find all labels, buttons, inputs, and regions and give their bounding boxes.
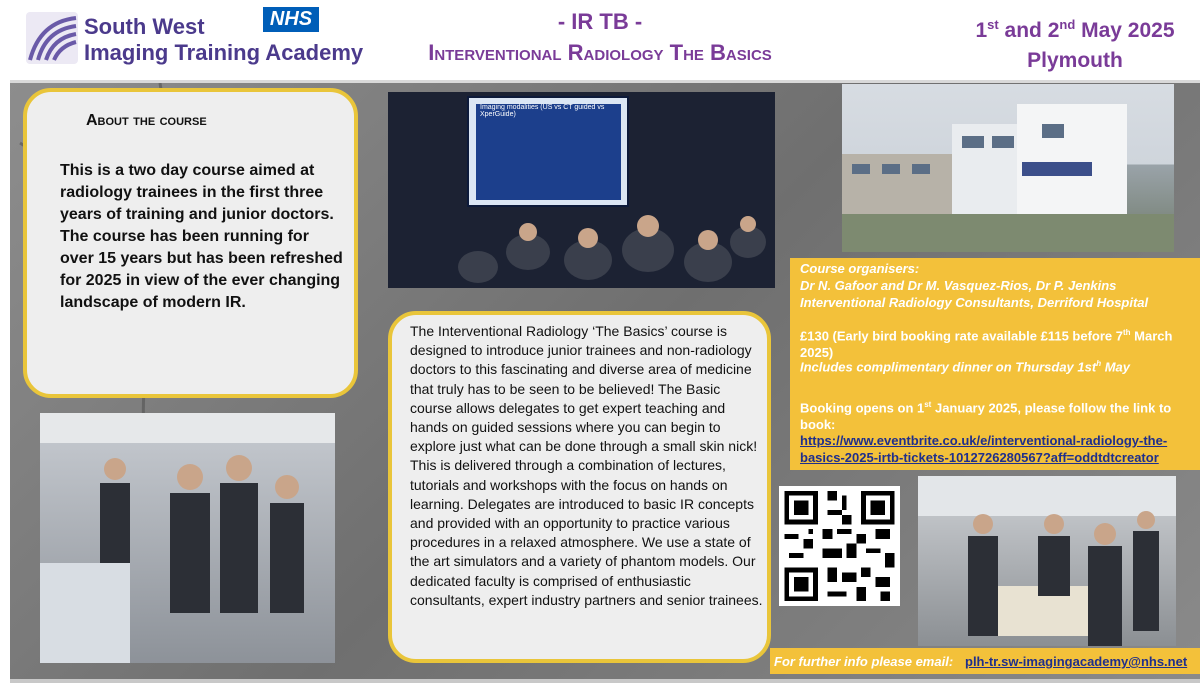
organisers-label: Course organisers: xyxy=(800,261,920,276)
footer-label: For further info please email: xyxy=(774,654,954,669)
course-description: The Interventional Radiology ‘The Basics’ course is designed to introduce junior trainees and non-radiology doctors to this fascinating and diverse area of medicine that truly has to be seen to be believed! The Basic course allows delegates to get expert teaching and hands on guided sessions where you can begin to explore just what can be done through a small skin nick! This is delivered through a combination of lectures, tutorials and workshops with the focus on hands on learning. Delegates are introduced to basic IR concepts and provided with an opportunity to practice various procedures in a relaxed atmosphere. We use a state of the art simulators and a variety of phantom models. Our dedicated faculty is comprised of enthusiastic consultants, expert industry partners and senior trainees. xyxy=(410,323,763,608)
organisers-names: Dr N. Gafoor and Dr M. Vasquez-Rios, Dr P. Jenkins xyxy=(800,278,1117,293)
price-text: £130 (Early bird booking rate available £115 before 7th March 2025) xyxy=(800,328,1173,361)
academy-logo-icon xyxy=(26,12,78,64)
organisers-role: Interventional Radiology Consultants, Derriford Hospital xyxy=(800,295,1149,310)
title-acronym: - IR TB - xyxy=(557,9,643,34)
slide-title: Imaging modalities (US vs CT guided vs XperGuide) xyxy=(480,104,605,118)
workshop-photo-right xyxy=(918,476,1176,646)
academy-name xyxy=(84,14,363,66)
event-date-location xyxy=(955,10,1195,76)
brand-line-1: South West xyxy=(84,14,205,39)
dinner-text: Includes complimentary dinner on Thursday $1st^h$ May xyxy=(800,359,1130,375)
workshop-photo-left xyxy=(40,413,335,663)
building-illustration xyxy=(842,84,1174,252)
event-location: Plymouth xyxy=(1027,49,1123,72)
contact-email-link[interactable]: plh-tr.sw-imagingacademy@nhs.net xyxy=(965,654,1188,669)
about-title: About the course xyxy=(86,112,207,129)
eventbrite-link[interactable]: https://www.eventbrite.co.uk/e/interventional-radiology-the-basics-2025-irtb-tickets-1012726280567?aff=oddtdtcreator xyxy=(800,433,1168,465)
course-title xyxy=(380,8,820,70)
brand-line-2: Imaging Training Academy xyxy=(84,40,364,65)
workshop-people xyxy=(40,413,335,663)
bottom-edge xyxy=(10,679,1200,683)
booking-text: Booking opens on 1st January 2025, please follow the link to book: xyxy=(800,400,1172,433)
workshop-people-2 xyxy=(918,476,1176,646)
about-text: This is a two day course aimed at radiology trainees in the first three years of training and junior doctors. The course has been running for over 15 years but has been refreshed for 2025 in view of the ever changing landscape of modern IR. xyxy=(60,162,343,311)
slide-content xyxy=(476,104,621,200)
title-full: Interventional Radiology The Basics xyxy=(428,40,772,65)
nhs-logo: NHS xyxy=(263,7,319,32)
qr-code-icon[interactable] xyxy=(779,486,900,606)
event-date: 1st and 2nd May 2025 xyxy=(975,17,1175,42)
building-photo xyxy=(842,84,1174,252)
